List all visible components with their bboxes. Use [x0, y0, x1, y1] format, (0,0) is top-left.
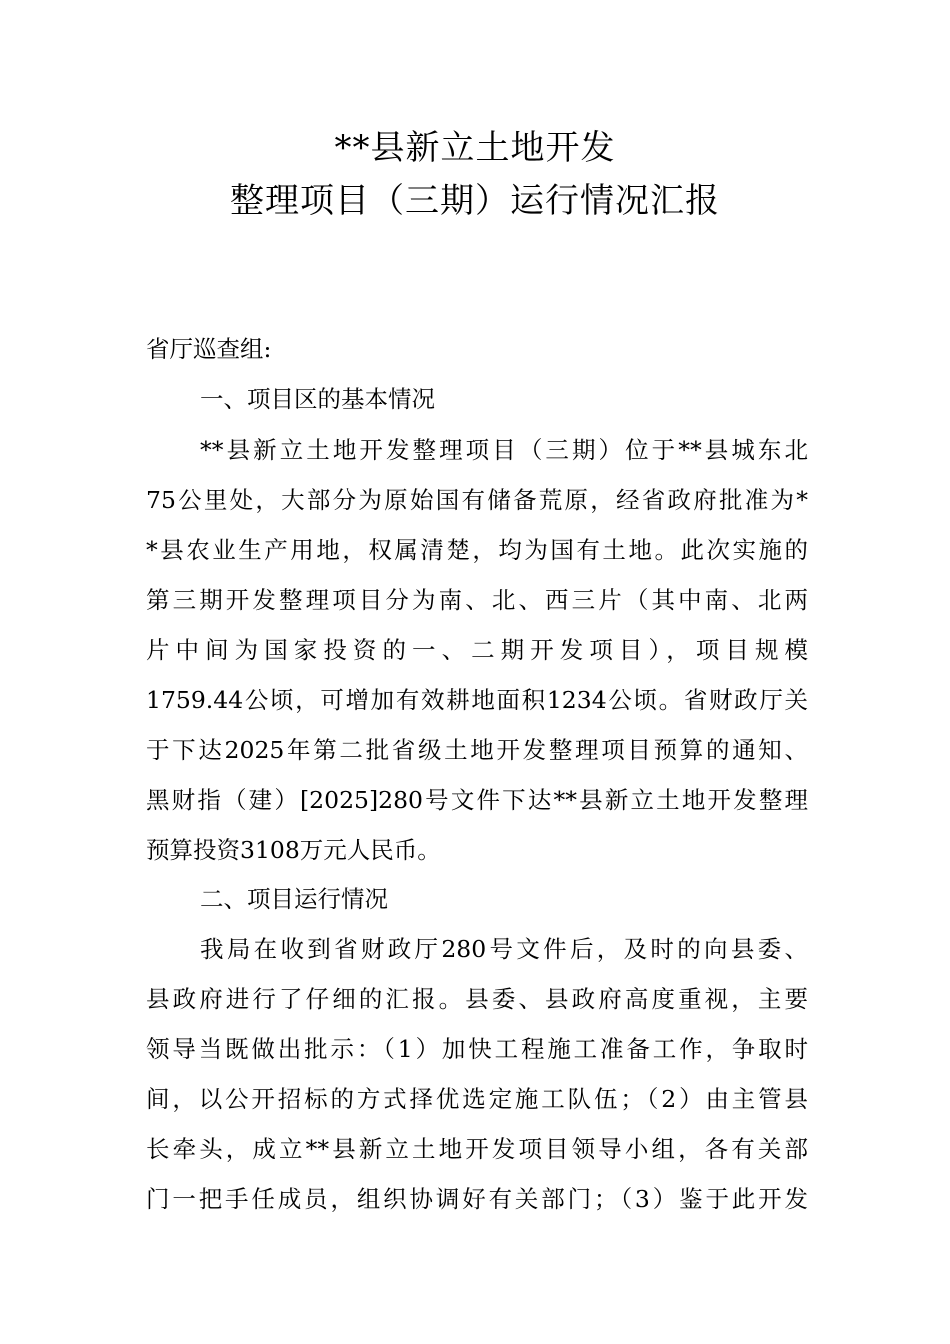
document-title-line-1: **县新立土地开发 [334, 128, 616, 168]
paragraph-line: 间，以公开招标的方式择优选定施工队伍；（2）由主管县 [146, 1085, 808, 1113]
paragraph-line: 县政府进行了仔细的汇报。县委、县政府高度重视，主要 [146, 985, 808, 1013]
paragraph-line: 75公里处，大部分为原始国有储备荒原，经省政府批准为* [146, 486, 808, 514]
section-1-heading: 一、项目区的基本情况 [200, 385, 435, 413]
paragraph-line: 长牵头，成立**县新立土地开发项目领导小组，各有关部 [146, 1135, 808, 1163]
document-title-line-2: 整理项目（三期）运行情况汇报 [230, 181, 720, 221]
paragraph-line: 我局在收到省财政厅280号文件后，及时的向县委、 [200, 935, 808, 963]
section-2-heading: 二、项目运行情况 [200, 885, 388, 913]
salutation: 省厅巡查组: [146, 335, 272, 363]
paragraph-line: 1759.44公顷，可增加有效耕地面积1234公顷。省财政厅关 [146, 686, 808, 714]
paragraph-line: 门一把手任成员，组织协调好有关部门；（3）鉴于此开发 [146, 1185, 808, 1213]
paragraph-line: 黑财指（建）[2025]280号文件下达**县新立土地开发整理 [146, 786, 808, 814]
paragraph-line: 于下达2025年第二批省级土地开发整理项目预算的通知、 [146, 736, 808, 764]
paragraph-line: *县农业生产用地，权属清楚，均为国有土地。此次实施的 [146, 536, 808, 564]
paragraph-line: 预算投资3108万元人民币。 [146, 836, 441, 864]
paragraph-line: 第三期开发整理项目分为南、北、西三片（其中南、北两 [146, 586, 808, 614]
paragraph-line: 领导当既做出批示：（1）加快工程施工准备工作，争取时 [146, 1035, 808, 1063]
paragraph-line: 片中间为国家投资的一、二期开发项目），项目规模 [146, 636, 808, 664]
paragraph-line: **县新立土地开发整理项目（三期）位于**县城东北 [200, 436, 808, 464]
